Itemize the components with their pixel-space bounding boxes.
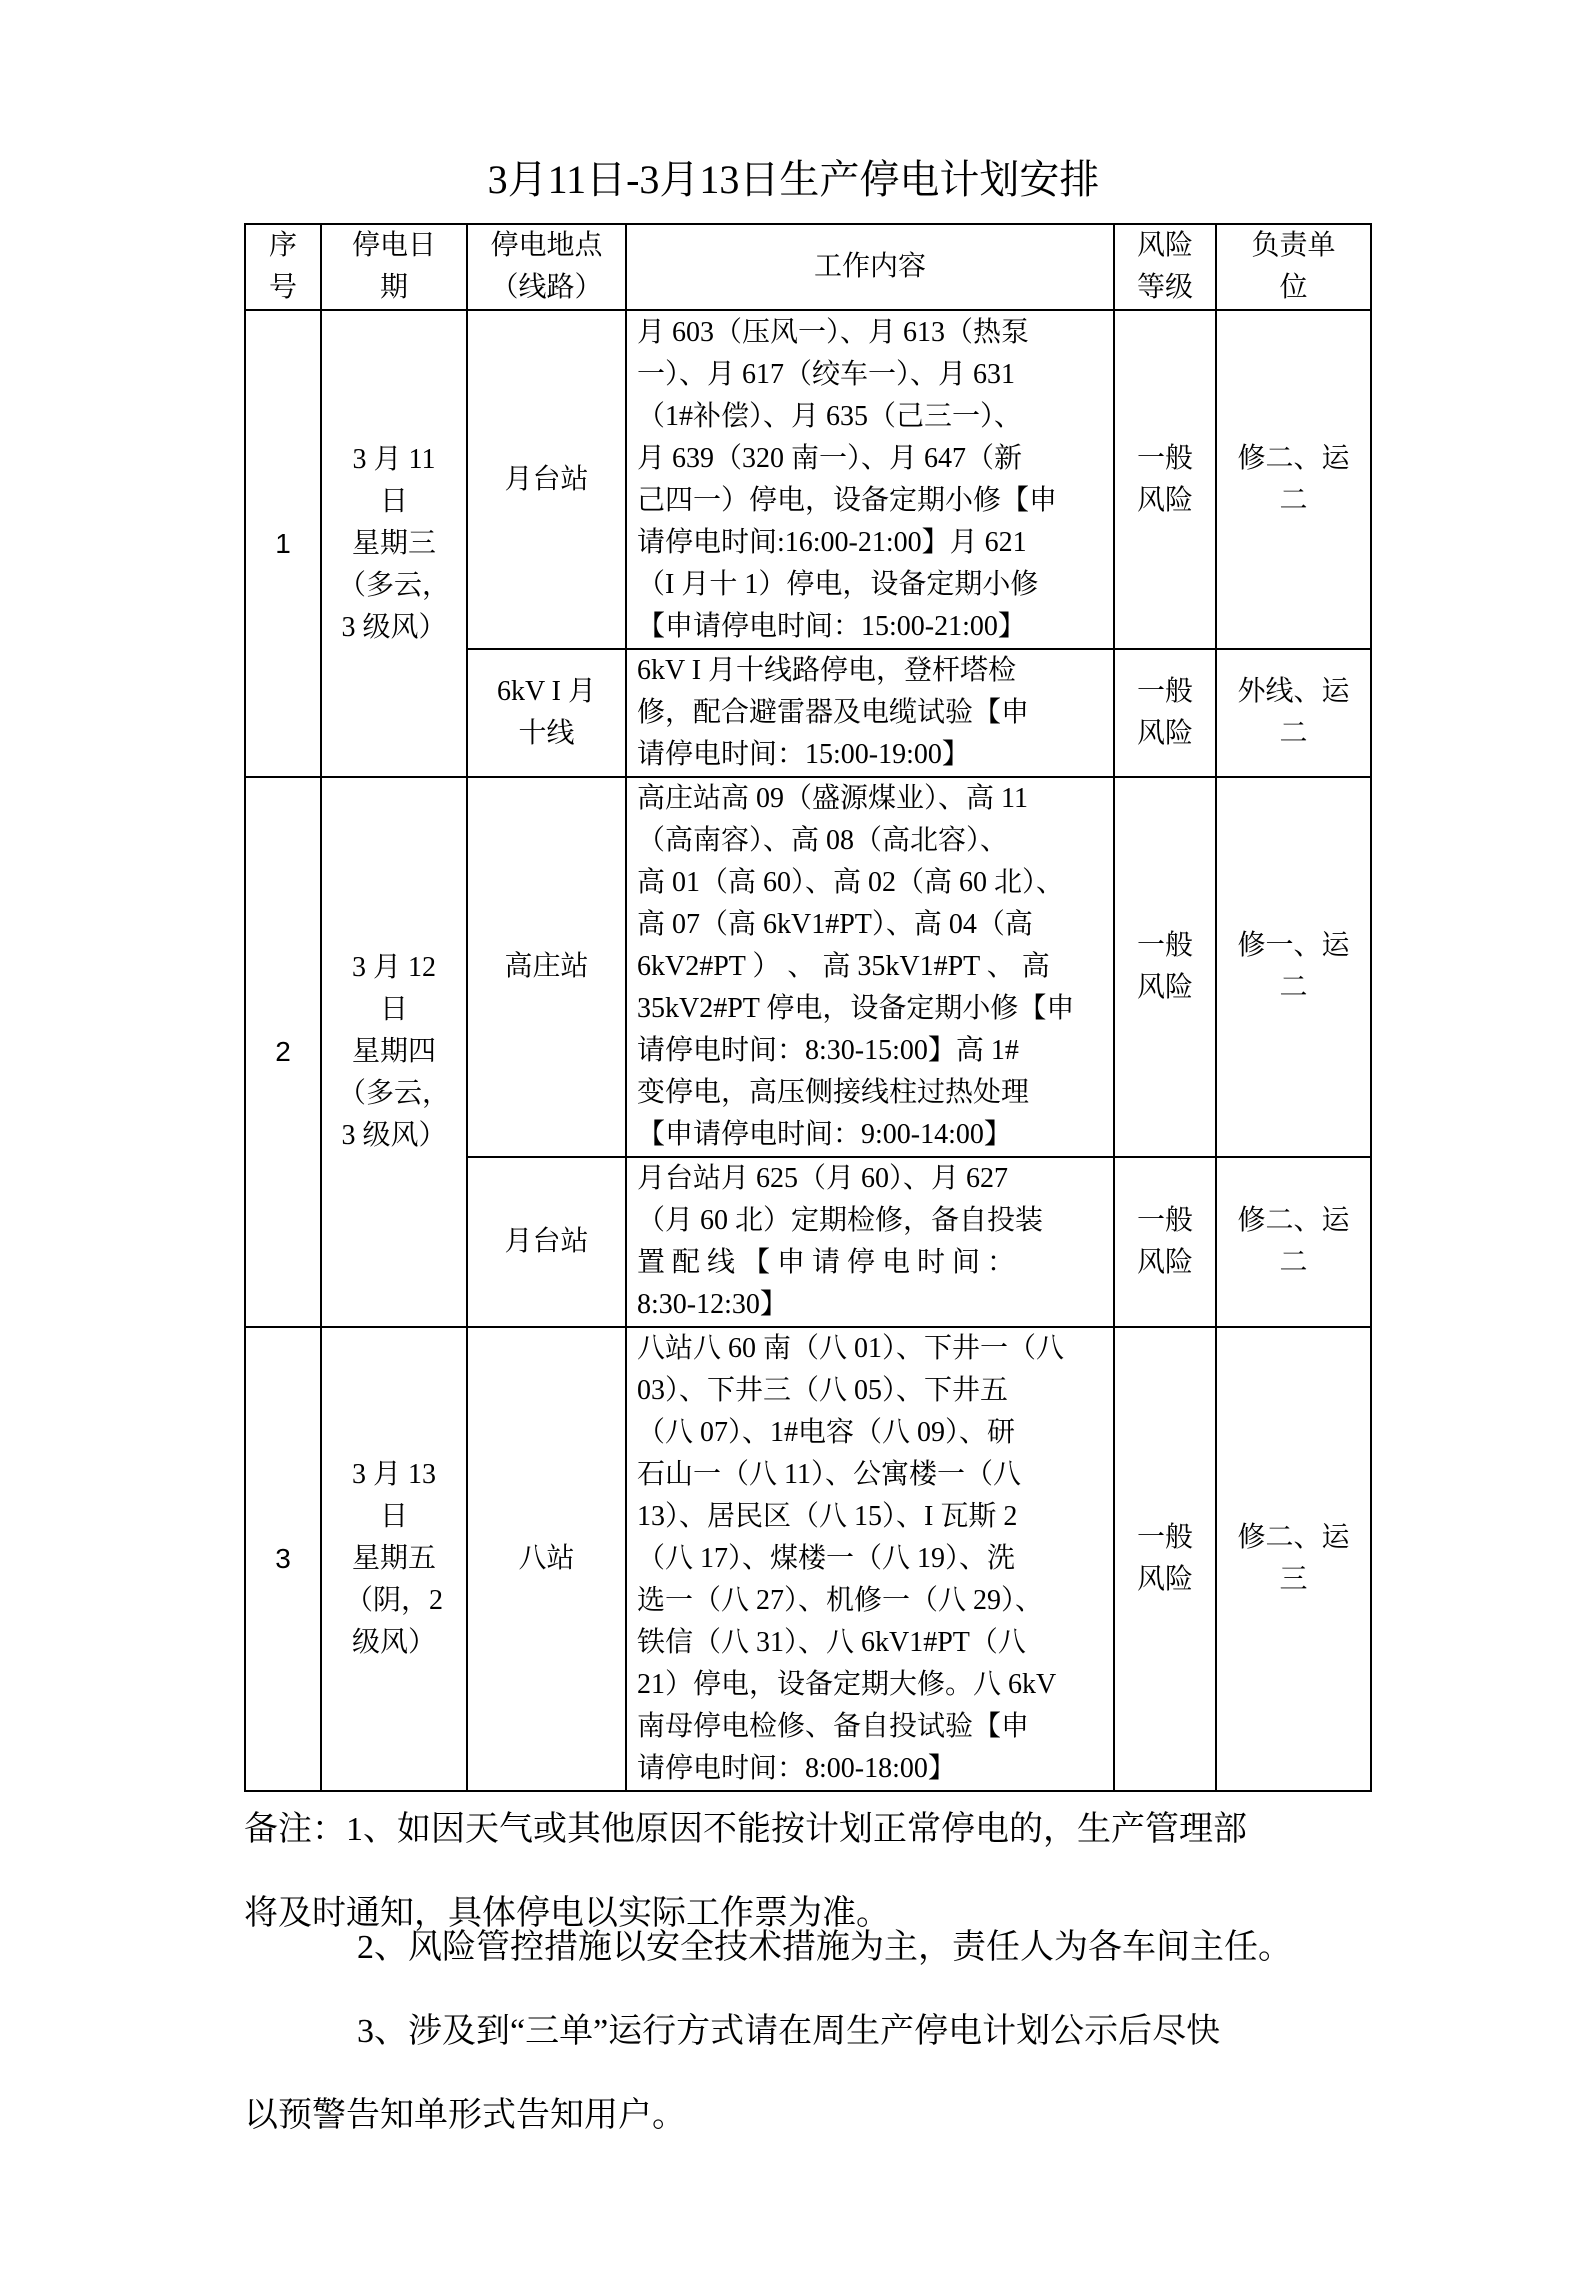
risk-line: 风险: [1136, 484, 1193, 516]
header-content: [626, 224, 1114, 310]
unit-line: 外线、运: [1237, 676, 1350, 707]
date-line: 3 月 11: [352, 443, 436, 475]
content-line: 请停电时间：8:30-15:00】高 1#: [637, 1035, 1019, 1066]
location-line: 八站: [518, 1543, 575, 1574]
date-line: 级风）: [351, 1627, 436, 1658]
date-cell: [321, 777, 467, 1327]
date-line: （阴，2: [344, 1585, 443, 1616]
header-date-line: 期: [379, 272, 408, 303]
unit-cell: [1216, 310, 1371, 649]
table-row: [245, 1327, 1371, 1791]
date-cell: [321, 1327, 467, 1791]
location-line: 6kV I 月: [496, 676, 597, 707]
header-unit: [1216, 224, 1371, 310]
content-line: （I 月十 1）停电，设备定期小修: [637, 568, 1039, 600]
content-line: （高南容）、高 08（高北容）、: [637, 825, 1009, 856]
risk-cell: [1114, 1157, 1216, 1327]
content-cell: [626, 310, 1114, 649]
content-line: 03）、下井三（八 05）、下井五: [637, 1375, 1009, 1406]
date-cell: [321, 310, 467, 777]
table-row: [245, 310, 1371, 649]
table-header-row: [245, 224, 1371, 310]
content-line: 【申请停电时间：9:00-14:00】: [637, 1119, 1012, 1150]
unit-cell: [1216, 649, 1371, 777]
note-line: 将及时通知，具体停电以实际工作票为准。: [244, 1895, 890, 1932]
content-line: （1#补偿）、月 635（己三一）、: [637, 400, 1023, 432]
date-line: 日: [379, 994, 408, 1025]
unit-line: 二: [1279, 1247, 1308, 1278]
risk-cell: [1114, 777, 1216, 1157]
content-line: 铁信（八 31）、八 6kV1#PT（八: [637, 1627, 1026, 1658]
content-line: 月台站月 625（月 60）、月 627: [637, 1163, 1009, 1194]
content-line: 请停电时间:16:00-21:00】月 621: [637, 526, 1027, 558]
location-line: 十线: [518, 718, 575, 749]
outage-plan-table: [244, 223, 1372, 1792]
content-line: 一）、月 617（绞车一）、月 631: [637, 358, 1016, 390]
header-risk-line: 风险: [1136, 230, 1193, 261]
risk-cell: [1114, 649, 1216, 777]
note-line: 3、涉及到“三单”运行方式请在周生产停电计划公示后尽快: [357, 2013, 1221, 2050]
risk-line: 风险: [1136, 1564, 1193, 1595]
header-unit-line: 负责单: [1251, 230, 1336, 261]
risk-line: 一般: [1136, 930, 1193, 961]
content-line: （月 60 北）定期检修，备自投装: [637, 1205, 1044, 1236]
location-line: 月台站: [504, 1226, 589, 1257]
risk-line: 一般: [1136, 442, 1193, 474]
content-line: 请停电时间：15:00-19:00】: [637, 739, 970, 770]
location-cell: [467, 1157, 626, 1327]
page-title: 3月11日-3月13日生产停电计划安排: [487, 157, 1100, 202]
header-risk: [1114, 224, 1216, 310]
content-line: 己四一）停电，设备定期小修【申: [637, 484, 1058, 516]
risk-line: 一般: [1136, 1205, 1193, 1236]
date-line: 星期四: [351, 1036, 436, 1067]
content-line: 高 07（高 6kV1#PT）、高 04（高: [637, 909, 1033, 940]
content-line: 6kV2#PT ） 、 高 35kV1#PT 、 高: [637, 951, 1050, 982]
content-line: 月 639（320 南一）、月 647（新: [637, 442, 1023, 474]
unit-cell: [1216, 777, 1371, 1157]
unit-line: 修二、运: [1237, 1205, 1350, 1236]
unit-line: 修二、运: [1237, 442, 1350, 474]
content-line: 南母停电检修、备自投试验【申: [637, 1711, 1030, 1742]
date-line: （多云，: [337, 569, 450, 601]
header-unit-line: 位: [1279, 272, 1308, 303]
unit-line: 修二、运: [1237, 1522, 1350, 1553]
content-line: 35kV2#PT 停电，设备定期小修【申: [637, 993, 1075, 1024]
unit-line: 修一、运: [1237, 930, 1350, 961]
content-line: （八 17）、煤楼一（八 19）、洗: [637, 1543, 1016, 1574]
header-seq-line: 号: [268, 272, 297, 303]
content-cell: [626, 1327, 1114, 1791]
date-line: 3 级风）: [341, 1120, 447, 1151]
date-line: 星期三: [351, 527, 436, 559]
risk-line: 风险: [1136, 972, 1193, 1003]
content-line: 石山一（八 11）、公寓楼一（八: [637, 1459, 1021, 1490]
content-line: 高 01（高 60）、高 02（高 60 北）、: [637, 867, 1065, 898]
content-cell: [626, 649, 1114, 777]
location-cell: [467, 777, 626, 1157]
location-cell: [467, 1327, 626, 1791]
location-line: 高庄站: [504, 951, 589, 982]
content-line: 请停电时间：8:00-18:00】: [637, 1753, 956, 1784]
risk-line: 风险: [1136, 718, 1193, 749]
seq-cell: 2: [245, 777, 321, 1327]
header-date: [321, 224, 467, 310]
content-line: 月 603（压风一）、月 613（热泵: [637, 316, 1030, 348]
date-line: 3 月 12: [351, 952, 436, 983]
note-line: 备注：1、如因天气或其他原因不能按计划正常停电的，生产管理部: [244, 1811, 1247, 1848]
header-risk-line: 等级: [1136, 272, 1193, 303]
risk-line: 一般: [1136, 1522, 1193, 1553]
unit-cell: [1216, 1327, 1371, 1791]
header-date-line: 停电日: [351, 230, 436, 261]
content-line: 21）停电，设备定期大修。八 6kV: [637, 1669, 1057, 1700]
note-line: 2、风险管控措施以安全技术措施为主，责任人为各车间主任。: [357, 1929, 1292, 1966]
header-seq: [245, 224, 321, 310]
content-line: 高庄站高 09（盛源煤业）、高 11: [637, 783, 1028, 814]
content-line: 置 配 线 【 申 请 停 电 时 间 ：: [637, 1247, 1016, 1278]
date-line: 星期五: [351, 1543, 436, 1574]
date-line: （多云，: [337, 1078, 450, 1109]
content-line: （八 07）、1#电容（八 09）、研: [637, 1417, 1016, 1448]
unit-line: 二: [1279, 972, 1308, 1003]
content-line: 变停电，高压侧接线柱过热处理: [637, 1077, 1030, 1108]
header-content-line: 工作内容: [813, 251, 926, 282]
location-line: 月台站: [504, 463, 589, 495]
date-line: 3 级风）: [341, 611, 447, 643]
unit-line: 三: [1279, 1564, 1308, 1595]
content-line: 【申请停电时间：15:00-21:00】: [637, 610, 1026, 642]
content-line: 8:30-12:30】: [637, 1289, 788, 1320]
date-line: 日: [379, 485, 408, 517]
risk-line: 风险: [1136, 1247, 1193, 1278]
risk-line: 一般: [1136, 676, 1193, 707]
content-line: 13）、居民区（八 15）、I 瓦斯 2: [637, 1501, 1018, 1532]
table-row: [245, 777, 1371, 1157]
unit-line: 二: [1279, 484, 1308, 516]
header-location: [467, 224, 626, 310]
content-line: 选一（八 27）、机修一（八 29）、: [637, 1585, 1044, 1616]
unit-cell: [1216, 1157, 1371, 1327]
content-line: 6kV I 月十线路停电，登杆塔检: [637, 655, 1017, 686]
date-line: 日: [379, 1501, 408, 1532]
content-line: 修，配合避雷器及电缆试验【申: [637, 697, 1030, 728]
location-cell: [467, 649, 626, 777]
content-cell: [626, 1157, 1114, 1327]
header-seq-line: 序: [268, 230, 297, 261]
seq-cell: 3: [245, 1327, 321, 1791]
content-cell: [626, 777, 1114, 1157]
header-location-line: 停电地点: [490, 230, 603, 261]
location-cell: [467, 310, 626, 649]
content-line: 八站八 60 南（八 01）、下井一（八: [637, 1333, 1065, 1364]
unit-line: 二: [1279, 718, 1308, 749]
header-location-line: （线路）: [490, 272, 603, 303]
date-line: 3 月 13: [351, 1459, 436, 1490]
risk-cell: [1114, 1327, 1216, 1791]
risk-cell: [1114, 310, 1216, 649]
note-line: 以预警告知单形式告知用户。: [244, 2097, 686, 2134]
seq-cell: 1: [245, 310, 321, 777]
